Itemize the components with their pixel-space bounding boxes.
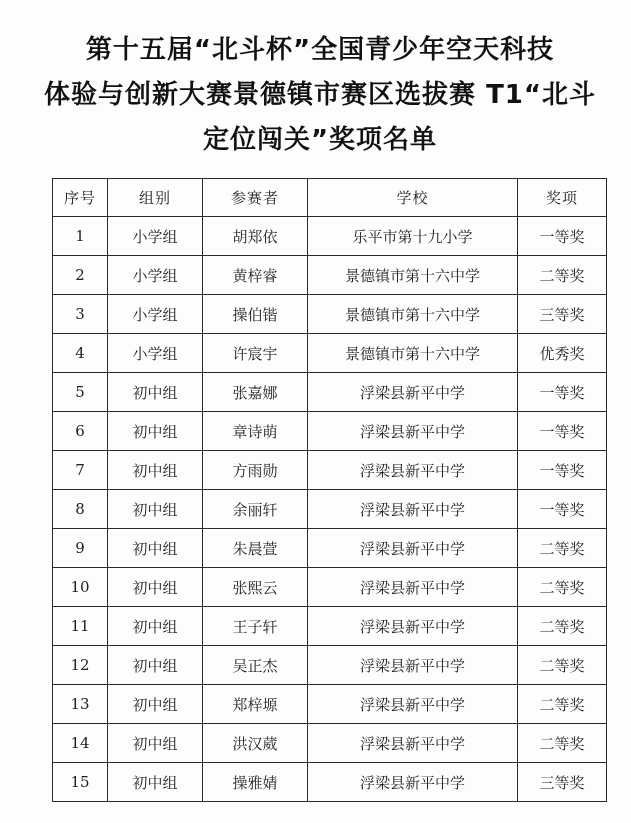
cell-group: 初中组 — [108, 646, 203, 685]
cell-award: 二等奖 — [518, 685, 607, 724]
header-award: 奖项 — [518, 179, 607, 217]
cell-group: 初中组 — [108, 490, 203, 529]
cell-group: 小学组 — [108, 256, 203, 295]
table-row — [53, 373, 607, 412]
cell-no: 9 — [53, 529, 108, 568]
cell-group: 初中组 — [108, 568, 203, 607]
cell-no: 13 — [53, 685, 108, 724]
table-row — [53, 724, 607, 763]
title-line-3: 定位闯关”奖项名单 — [202, 125, 438, 155]
header-school: 学校 — [308, 179, 518, 217]
table-row — [53, 568, 607, 607]
cell-group: 小学组 — [108, 295, 203, 334]
table-row — [53, 685, 607, 724]
cell-name: 章诗萌 — [203, 412, 308, 451]
cell-no: 8 — [53, 490, 108, 529]
cell-award: 二等奖 — [518, 607, 607, 646]
awards-table — [52, 178, 607, 802]
cell-award: 一等奖 — [518, 412, 607, 451]
cell-name: 张嘉娜 — [203, 373, 308, 412]
cell-name: 操雅婧 — [203, 763, 308, 802]
cell-group: 小学组 — [108, 217, 203, 256]
table-row — [53, 334, 607, 373]
table-row — [53, 529, 607, 568]
header-name: 参赛者 — [203, 179, 308, 217]
cell-group: 初中组 — [108, 724, 203, 763]
cell-no: 3 — [53, 295, 108, 334]
cell-name: 郑梓塬 — [203, 685, 308, 724]
cell-school: 景德镇市第十六中学 — [308, 295, 518, 334]
cell-name: 操伯锴 — [203, 295, 308, 334]
cell-group: 初中组 — [108, 607, 203, 646]
cell-group: 初中组 — [108, 451, 203, 490]
cell-no: 1 — [53, 217, 108, 256]
cell-award: 二等奖 — [518, 568, 607, 607]
cell-name: 黄梓睿 — [203, 256, 308, 295]
cell-award: 三等奖 — [518, 295, 607, 334]
title-line-2: 体验与创新大赛景德镇市赛区选拔赛 T1“北斗 — [44, 80, 596, 110]
header-group: 组别 — [108, 179, 203, 217]
table-row — [53, 646, 607, 685]
cell-group: 初中组 — [108, 412, 203, 451]
cell-group: 初中组 — [108, 373, 203, 412]
table-row — [53, 412, 607, 451]
cell-name: 张熙云 — [203, 568, 308, 607]
cell-award: 二等奖 — [518, 724, 607, 763]
cell-school: 浮梁县新平中学 — [308, 763, 518, 802]
cell-award: 二等奖 — [518, 256, 607, 295]
cell-name: 吴正杰 — [203, 646, 308, 685]
cell-award: 一等奖 — [518, 490, 607, 529]
table-row — [53, 451, 607, 490]
cell-no: 10 — [53, 568, 108, 607]
cell-name: 洪汉葳 — [203, 724, 308, 763]
cell-group: 小学组 — [108, 334, 203, 373]
table-row — [53, 607, 607, 646]
table-row — [53, 763, 607, 802]
cell-no: 4 — [53, 334, 108, 373]
document-title — [40, 28, 600, 163]
cell-award: 一等奖 — [518, 373, 607, 412]
cell-group: 初中组 — [108, 685, 203, 724]
cell-school: 浮梁县新平中学 — [308, 607, 518, 646]
cell-school: 浮梁县新平中学 — [308, 568, 518, 607]
cell-name: 朱晨萱 — [203, 529, 308, 568]
cell-award: 三等奖 — [518, 763, 607, 802]
cell-school: 浮梁县新平中学 — [308, 451, 518, 490]
cell-no: 15 — [53, 763, 108, 802]
cell-award: 优秀奖 — [518, 334, 607, 373]
table-row — [53, 217, 607, 256]
cell-school: 景德镇市第十六中学 — [308, 256, 518, 295]
cell-group: 初中组 — [108, 763, 203, 802]
cell-no: 6 — [53, 412, 108, 451]
cell-school: 浮梁县新平中学 — [308, 685, 518, 724]
cell-school: 浮梁县新平中学 — [308, 724, 518, 763]
cell-no: 11 — [53, 607, 108, 646]
cell-school: 浮梁县新平中学 — [308, 490, 518, 529]
header-no: 序号 — [53, 179, 108, 217]
cell-no: 12 — [53, 646, 108, 685]
table-row — [53, 295, 607, 334]
table-header-row — [53, 179, 607, 217]
cell-award: 二等奖 — [518, 529, 607, 568]
cell-school: 乐平市第十九小学 — [308, 217, 518, 256]
cell-award: 一等奖 — [518, 217, 607, 256]
table-row — [53, 256, 607, 295]
cell-name: 余丽轩 — [203, 490, 308, 529]
cell-no: 2 — [53, 256, 108, 295]
cell-school: 浮梁县新平中学 — [308, 529, 518, 568]
cell-name: 方雨勋 — [203, 451, 308, 490]
title-line-1: 第十五届“北斗杯”全国青少年空天科技 — [85, 35, 555, 65]
cell-name: 许宸宇 — [203, 334, 308, 373]
cell-no: 14 — [53, 724, 108, 763]
cell-group: 初中组 — [108, 529, 203, 568]
table-row — [53, 490, 607, 529]
cell-award: 二等奖 — [518, 646, 607, 685]
cell-award: 一等奖 — [518, 451, 607, 490]
cell-name: 王子轩 — [203, 607, 308, 646]
cell-school: 浮梁县新平中学 — [308, 646, 518, 685]
cell-no: 7 — [53, 451, 108, 490]
cell-school: 景德镇市第十六中学 — [308, 334, 518, 373]
cell-school: 浮梁县新平中学 — [308, 373, 518, 412]
cell-school: 浮梁县新平中学 — [308, 412, 518, 451]
cell-name: 胡郑依 — [203, 217, 308, 256]
cell-no: 5 — [53, 373, 108, 412]
